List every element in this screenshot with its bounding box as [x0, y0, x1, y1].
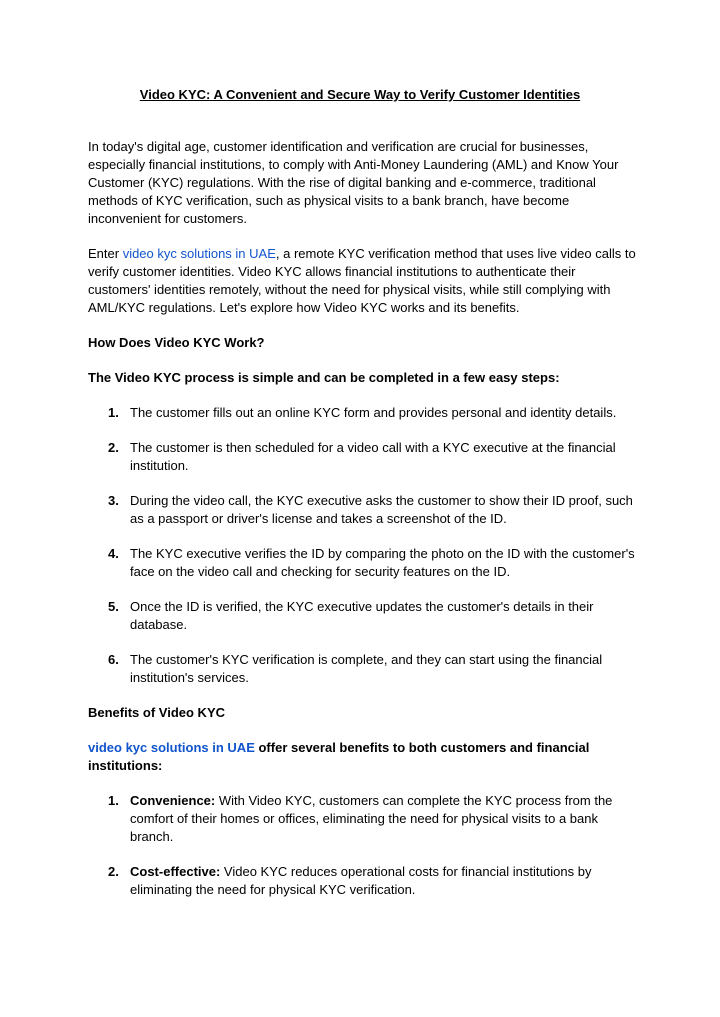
process-heading: The Video KYC process is simple and can be completed in a few easy steps: [88, 370, 560, 385]
step-text: The customer fills out an online KYC form and provides personal and identity details. [130, 405, 617, 420]
benefits-intro-suffix: offer several benefits to both customers and financial institutions: [88, 740, 590, 773]
step-number: 3. [108, 493, 119, 508]
list-item [88, 545, 640, 581]
step-text: The KYC executive verifies the ID by comparing the photo on the ID with the customer's face on the video call and checking for security features on the ID. [130, 546, 635, 579]
enter-prefix: Enter [88, 246, 123, 261]
benefits-intro [88, 739, 640, 775]
enter-suffix: , a remote KYC verification method that uses live video calls to verify customer identities. Video KYC allows financial institutions to authenticate their customers' identities remotely, without the need for physical visits, while still complying with AML/KYC regulations. Let's explore how Video KYC works and its benefits. [88, 246, 636, 315]
benefit-text: Video KYC reduces operational costs for financial institutions by eliminating the need for physical KYC verification. [130, 864, 592, 897]
document-title: Video KYC: A Convenient and Secure Way to Verify Customer Identities [139, 87, 581, 102]
list-item [88, 792, 640, 846]
step-number: 4. [108, 546, 119, 561]
step-number: 2. [108, 440, 119, 455]
video-kyc-link[interactable]: video kyc solutions in UAE [122, 246, 276, 261]
list-item [88, 492, 640, 528]
steps-list [88, 404, 640, 687]
document-body [88, 138, 640, 899]
step-text: Once the ID is verified, the KYC executive updates the customer's details in their database. [130, 599, 594, 632]
step-number: 5. [108, 599, 119, 614]
benefit-number: 2. [108, 864, 119, 879]
list-item [88, 404, 640, 422]
step-text: The customer is then scheduled for a video call with a KYC executive at the financial institution. [130, 440, 616, 473]
benefits-heading: Benefits of Video KYC [88, 705, 226, 720]
step-text: The customer's KYC verification is complete, and they can start using the financial institution's services. [130, 652, 603, 685]
list-item [88, 863, 640, 899]
benefits-video-kyc-link[interactable]: video kyc solutions in UAE [88, 740, 255, 755]
benefit-text: With Video KYC, customers can complete the KYC process from the comfort of their homes or offices, eliminating the need for physical visits to a bank branch. [130, 793, 613, 844]
enter-paragraph [88, 245, 640, 317]
list-item [88, 439, 640, 475]
list-item [88, 651, 640, 687]
step-number: 6. [108, 652, 119, 667]
how-heading: How Does Video KYC Work? [88, 335, 265, 350]
benefits-list [88, 792, 640, 899]
benefit-label: Cost-effective: [130, 864, 221, 879]
benefit-label: Convenience: [130, 793, 216, 808]
list-item [88, 598, 640, 634]
step-number: 1. [108, 405, 119, 420]
step-text: During the video call, the KYC executive asks the customer to show their ID proof, such as a passport or driver's license and takes a screenshot of the ID. [130, 493, 633, 526]
benefit-number: 1. [108, 793, 119, 808]
intro-paragraph: In today's digital age, customer identification and verification are crucial for businesses, especially financial institutions, to comply with Anti-Money Laundering (AML) and Know Your Customer (KYC) regulations. With the rise of digital banking and e-commerce, traditional methods of KYC verification, such as physical visits to a bank branch, have become inconvenient for customers. [88, 139, 619, 226]
